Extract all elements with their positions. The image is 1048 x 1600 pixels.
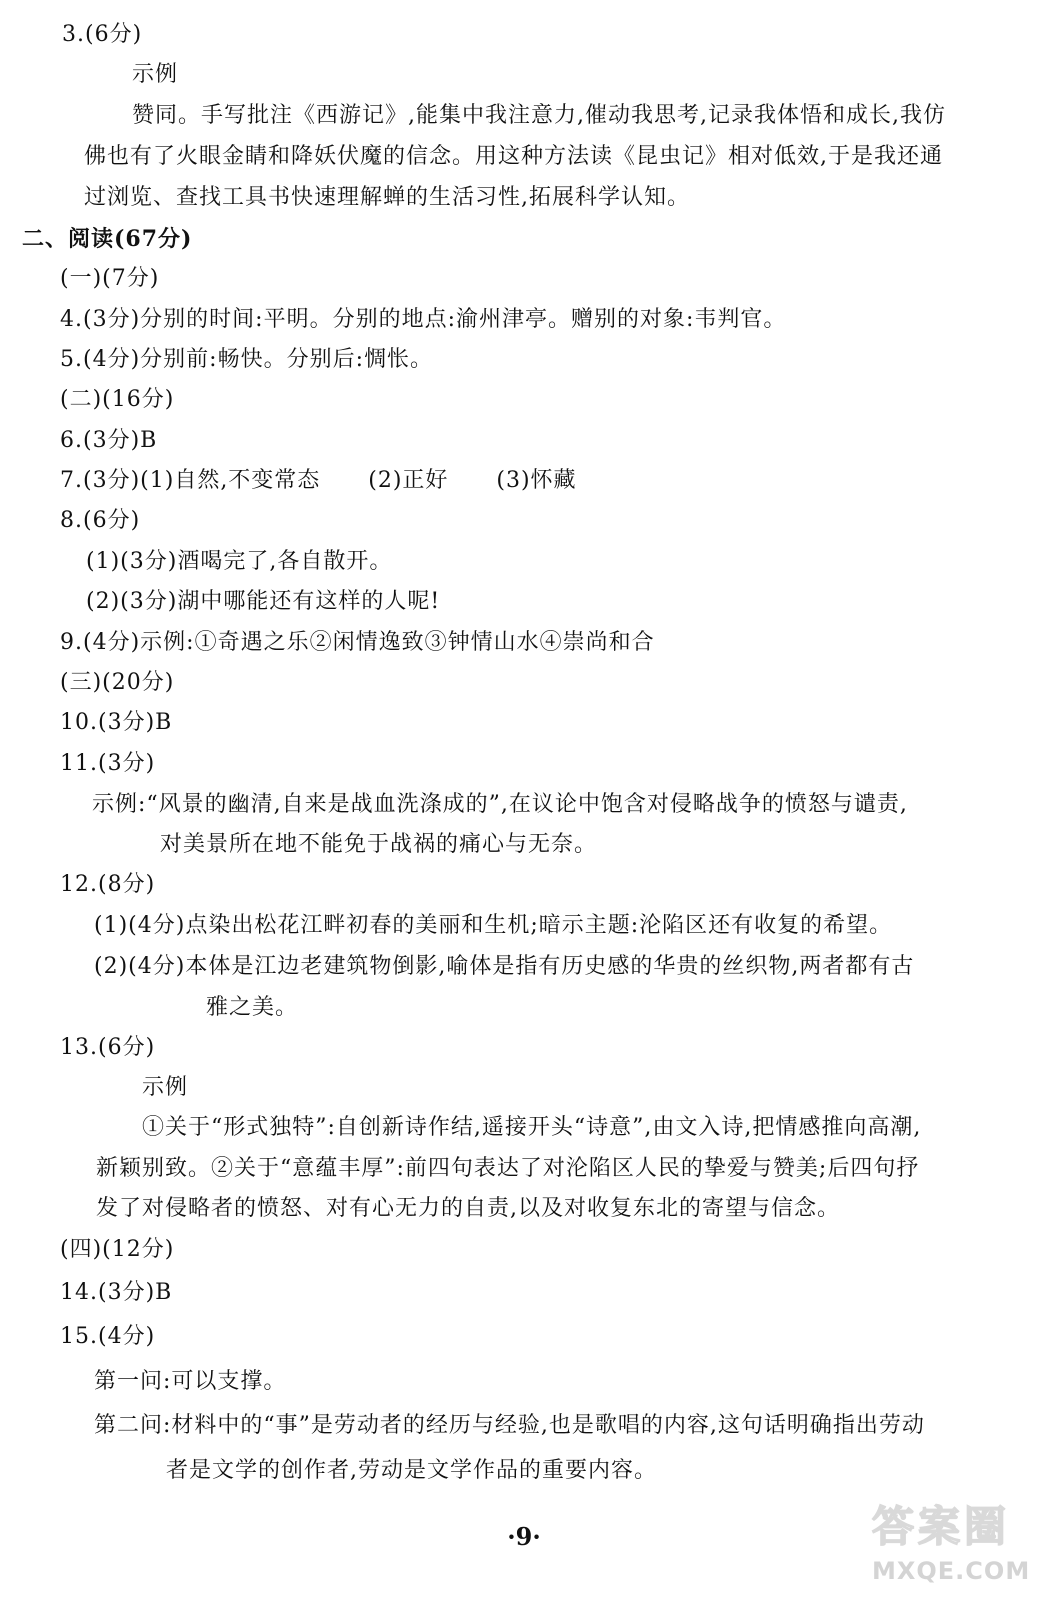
watermark-logo-text: 答案圈	[872, 1502, 1011, 1551]
q11-heading: 11.(3分)	[60, 751, 156, 776]
q13-answer-line-1: ①关于“形式独特”:自创新诗作结,遥接开头“诗意”,由文入诗,把情感推向高潮,	[142, 1115, 922, 1140]
q8-answer-2: (2)(3分)湖中哪能还有这样的人呢!	[86, 589, 441, 614]
q13-answer-line-3: 发了对侵略者的愤怒、对有心无力的自责,以及对收复东北的寄望与信念。	[96, 1196, 840, 1221]
q12-heading: 12.(8分)	[60, 872, 156, 897]
q6-answer: 6.(3分)B	[60, 428, 158, 453]
q9-answer: 9.(4分)示例:①奇遇之乐②闲情逸致③钟情山水④崇尚和合	[60, 630, 655, 655]
q11-answer-line-1: 示例:“风景的幽清,自来是战血洗涤成的”,在议论中饱含对侵略战争的愤怒与谴责,	[92, 792, 908, 817]
q3-example-label: 示例	[132, 62, 179, 87]
q13-answer-line-2: 新颖别致。②关于“意蕴丰厚”:前四句表达了对沦陷区人民的挚爱与赞美;后四句抒	[96, 1156, 920, 1181]
q11-answer-line-2: 对美景所在地不能免于战祸的痛心与无奈。	[160, 832, 598, 857]
q10-answer: 10.(3分)B	[60, 710, 173, 735]
q13-heading: 13.(6分)	[60, 1035, 156, 1060]
part-1-heading: (一)(7分)	[60, 266, 160, 291]
q15-answer-second-line-1: 第二问:材料中的“事”是劳动者的经历与经验,也是歌唱的内容,这句话明确指出劳动	[94, 1413, 925, 1438]
q4-answer: 4.(3分)分别的时间:平明。分别的地点:渝州津亭。赠别的对象:韦判官。	[60, 307, 787, 332]
q8-heading: 8.(6分)	[60, 508, 141, 533]
q12-answer-2-line-1: (2)(4分)本体是江边老建筑物倒影,喻体是指有历史感的华贵的丝织物,两者都有古	[94, 954, 915, 979]
q12-answer-2-line-2: 雅之美。	[206, 995, 299, 1020]
q3-heading: 3.(6分)	[62, 22, 143, 47]
q8-answer-1: (1)(3分)酒喝完了,各自散开。	[86, 549, 393, 574]
part-2-heading: (二)(16分)	[60, 387, 175, 412]
q15-answer-second-line-2: 者是文学的创作者,劳动是文学作品的重要内容。	[166, 1458, 657, 1483]
section-heading-reading: 二、阅读(67分)	[22, 226, 193, 252]
q7-answer: 7.(3分)(1)自然,不变常态 (2)正好 (3)怀藏	[60, 468, 577, 493]
q13-example-label: 示例	[142, 1075, 189, 1100]
q14-answer: 14.(3分)B	[60, 1280, 173, 1305]
q3-answer-line-1: 赞同。手写批注《西游记》,能集中我注意力,催动我思考,记录我体悟和成长,我仿	[132, 103, 946, 128]
q15-answer-first: 第一问:可以支撑。	[94, 1369, 287, 1394]
part-3-heading: (三)(20分)	[60, 670, 175, 695]
q3-answer-line-3: 过浏览、查找工具书快速理解蝉的生活习性,拓展科学认知。	[84, 185, 690, 210]
part-4-heading: (四)(12分)	[60, 1237, 175, 1262]
q5-answer: 5.(4分)分别前:畅快。分别后:惆怅。	[60, 347, 433, 372]
q15-heading: 15.(4分)	[60, 1324, 156, 1349]
watermark-logo	[866, 1500, 1036, 1592]
q3-answer-line-2: 佛也有了火眼金睛和降妖伏魔的信念。用这种方法读《昆虫记》相对低效,于是我还通	[84, 144, 943, 169]
q12-answer-1: (1)(4分)点染出松花江畔初春的美丽和生机;暗示主题:沦陷区还有收复的希望。	[94, 913, 893, 938]
page-number: ·9·	[507, 1522, 541, 1551]
watermark-site-text: MXQE.COM	[872, 1557, 1031, 1585]
